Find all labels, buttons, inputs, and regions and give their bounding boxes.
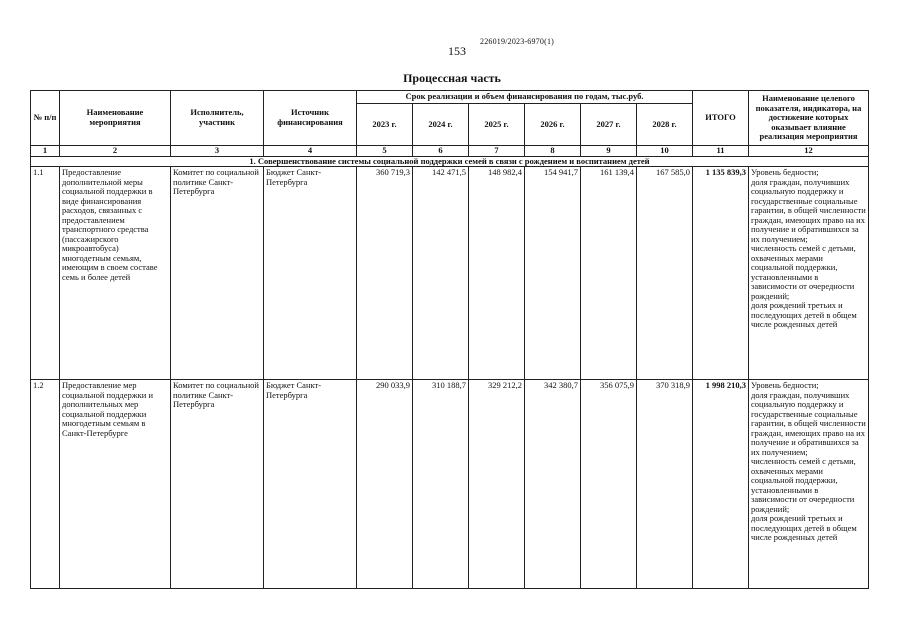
row-number: 1.1 [31,167,60,380]
activity-name: Предоставление мер социальной поддержки и дополнительных мер социальной поддержки многодетным семьям в Санкт-Петербурге [60,380,171,589]
header-year: 2026 г. [525,104,581,146]
year-amount: 329 212,2 [469,380,525,589]
header-year: 2027 г. [581,104,637,146]
section-row [31,156,869,167]
total-amount: 1 998 210,3 [693,380,749,589]
column-number: 1 [31,146,60,157]
document-number: 226019/2023-6970(1) [480,37,555,46]
column-number: 11 [693,146,749,157]
year-amount: 148 982,4 [469,167,525,380]
year-amount: 342 380,7 [525,380,581,589]
column-number: 5 [357,146,413,157]
column-number: 2 [60,146,171,157]
header-name: Наименование мероприятия [60,91,171,146]
column-numbers-row [31,146,869,157]
column-number: 6 [413,146,469,157]
column-number: 12 [749,146,869,157]
column-number: 3 [171,146,264,157]
page-title: Процессная часть [403,71,501,85]
year-amount: 360 719,3 [357,167,413,380]
total-amount: 1 135 839,3 [693,167,749,380]
header-year: 2025 г. [469,104,525,146]
header-total: ИТОГО [693,91,749,146]
indicator-cell: Уровень бедности; доля граждан, получивших социальную поддержку и государственные социальные гарантии, в общей численности граждан, имеющих право на их получение и обратившихся за их получением; численность семей с детьми, охваченных мерами социальной поддержки, установленными в зависимости от очередности рождений; доля рождений третьих и последующих детей в общем числе рожденных детей [749,380,869,589]
column-number: 8 [525,146,581,157]
year-amount: 142 471,5 [413,167,469,380]
column-number: 7 [469,146,525,157]
year-amount: 167 585,0 [637,167,693,380]
page-number: 153 [448,44,466,58]
year-amount: 370 318,9 [637,380,693,589]
program-table [30,90,869,589]
header-year: 2023 г. [357,104,413,146]
header-indicator: Наименование целевого показателя, индикатора, на достижение которых оказывает влияние реализация мероприятия [749,91,869,146]
year-amount: 154 941,7 [525,167,581,380]
header-executor: Исполнитель, участник [171,91,264,146]
header-year: 2028 г. [637,104,693,146]
activity-name: Предоставление дополнительной меры социальной поддержки в виде финансирования расходов, связанных с предоставлением транспортного средства (пассажирского микроавтобуса) многодетным семьям, имеющим в своем составе семь и более детей [60,167,171,380]
year-amount: 356 075,9 [581,380,637,589]
column-number: 4 [264,146,357,157]
header-period: Срок реализации и объем финансирования по годам, тыс.руб. [357,91,693,104]
executor-cell: Комитет по социальной политике Санкт-Петербурга [171,380,264,589]
indicator-cell: Уровень бедности; доля граждан, получивших социальную поддержку и государственные социальные гарантии, в общей численности граждан, имеющих право на их получение и обратившихся за их получением; численность семей с детьми, охваченных мерами социальной поддержки, установленными в зависимости от очередности рождений; доля рождений третьих и последующих детей в общем числе рожденных детей [749,167,869,380]
section-title: 1. Совершенствование системы социальной поддержки семей в связи с рождением и воспитанием детей [31,156,869,167]
table-row [31,167,869,380]
funding-source-cell: Бюджет Санкт-Петербурга [264,380,357,589]
year-amount: 161 139,4 [581,167,637,380]
column-number: 9 [581,146,637,157]
column-number: 10 [637,146,693,157]
header-num: № п/п [31,91,60,146]
funding-source-cell: Бюджет Санкт-Петербурга [264,167,357,380]
row-number: 1.2 [31,380,60,589]
header-source: Источник финансирования [264,91,357,146]
header-year: 2024 г. [413,104,469,146]
header-row-top [31,91,869,104]
year-amount: 310 188,7 [413,380,469,589]
table-row [31,380,869,589]
year-amount: 290 033,9 [357,380,413,589]
executor-cell: Комитет по социальной политике Санкт-Петербурга [171,167,264,380]
